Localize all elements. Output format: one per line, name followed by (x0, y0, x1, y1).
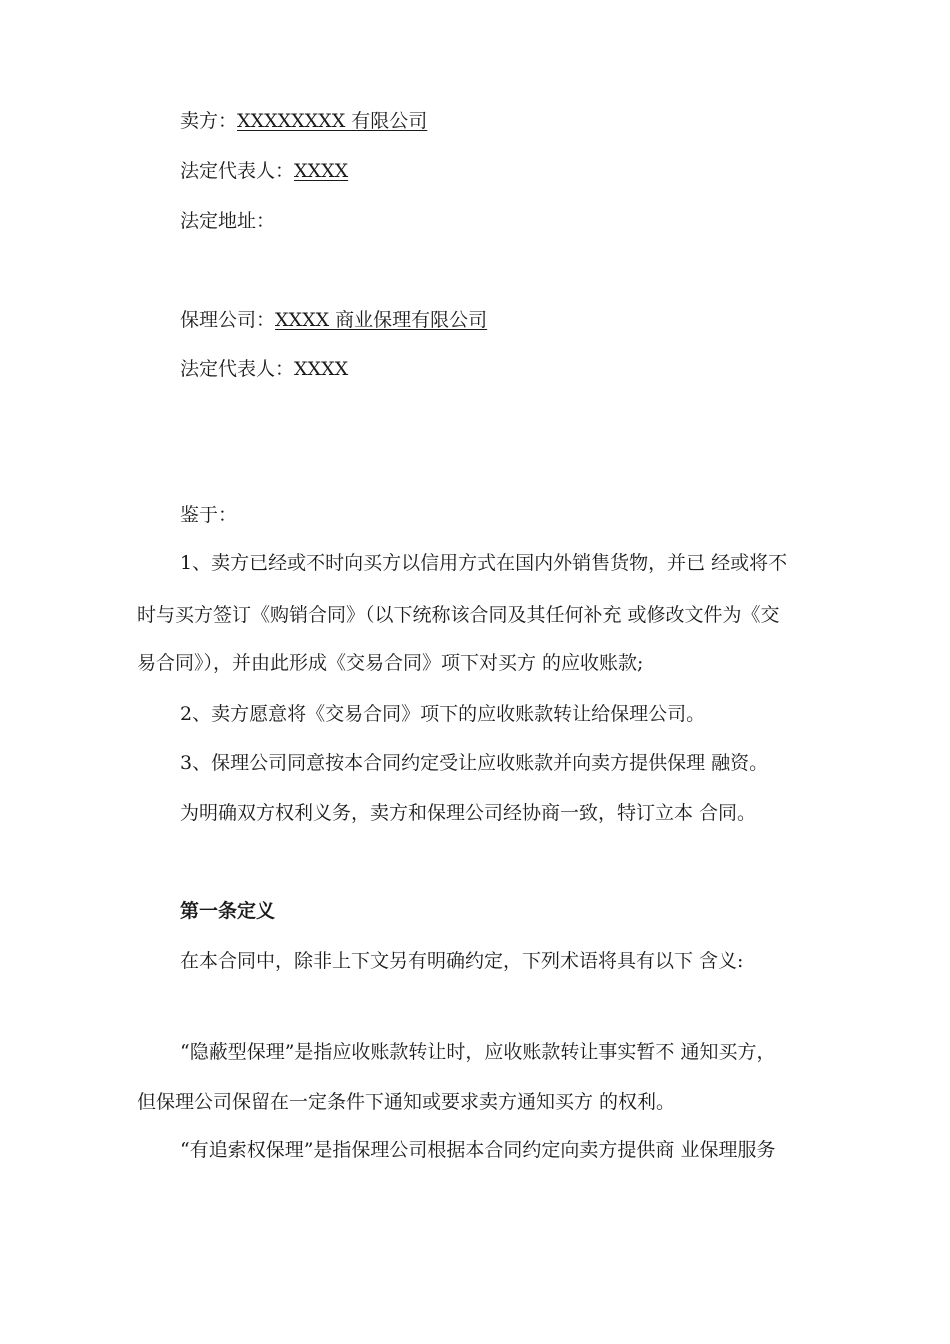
recitals-heading: 鉴于： (180, 504, 238, 526)
seller-rep-name: XXXX (294, 160, 349, 182)
seller-line (180, 109, 427, 133)
seller-address-line (180, 209, 275, 233)
article-1-title: 第一条定义 (180, 900, 276, 922)
recital-1-line-1: 1、卖方已经或不时向买方以信用方式在国内外销售货物，并已 经或将不 (180, 552, 788, 574)
factor-rep-name: XXXX (294, 358, 349, 380)
recital-3: 3、保理公司同意按本合同约定受让应收账款并向卖方提供保理 融资。 (180, 752, 769, 774)
seller-rep-label: 法定代表人： (180, 160, 295, 182)
article-1-intro: 在本合同中，除非上下文另有明确约定，下列术语将具有以下 含义: (180, 950, 744, 972)
recital-1-line-2: 时与买方签订《购销合同》（以下统称该合同及其任何补充 或修改文件为《交 (137, 604, 780, 626)
recitals-closing: 为明确双方权利义务，卖方和保理公司经协商一致，特订立本 合同。 (180, 802, 757, 824)
seller-label: 卖方： (180, 110, 238, 132)
definition-2-line-1: “有追索权保理”是指保理公司根据本合同约定向卖方提供商 业保理服务 (180, 1139, 776, 1161)
seller-name: XXXXXXXX 有限公司 (237, 110, 428, 132)
factor-label: 保理公司： (180, 309, 276, 331)
factor-rep-label: 法定代表人： (180, 358, 295, 380)
factor-name: XXXX 商业保理有限公司 (275, 309, 488, 331)
definition-1-line-1: “隐蔽型保理”是指应收账款转让时，应收账款转让事实暂不 通知买方， (180, 1041, 776, 1063)
seller-address-label: 法定地址： (180, 210, 276, 232)
factor-line (180, 308, 487, 332)
recital-2: 2、卖方愿意将《交易合同》项下的应收账款转让给保理公司。 (180, 703, 706, 725)
definition-1-line-2: 但保理公司保留在一定条件下通知或要求卖方通知买方 的权利。 (137, 1091, 676, 1113)
factor-rep-line (180, 357, 348, 381)
seller-rep-line (180, 159, 348, 183)
recital-1-line-3: 易合同》），并由此形成《交易合同》项下对买方 的应收账款; (137, 652, 644, 674)
